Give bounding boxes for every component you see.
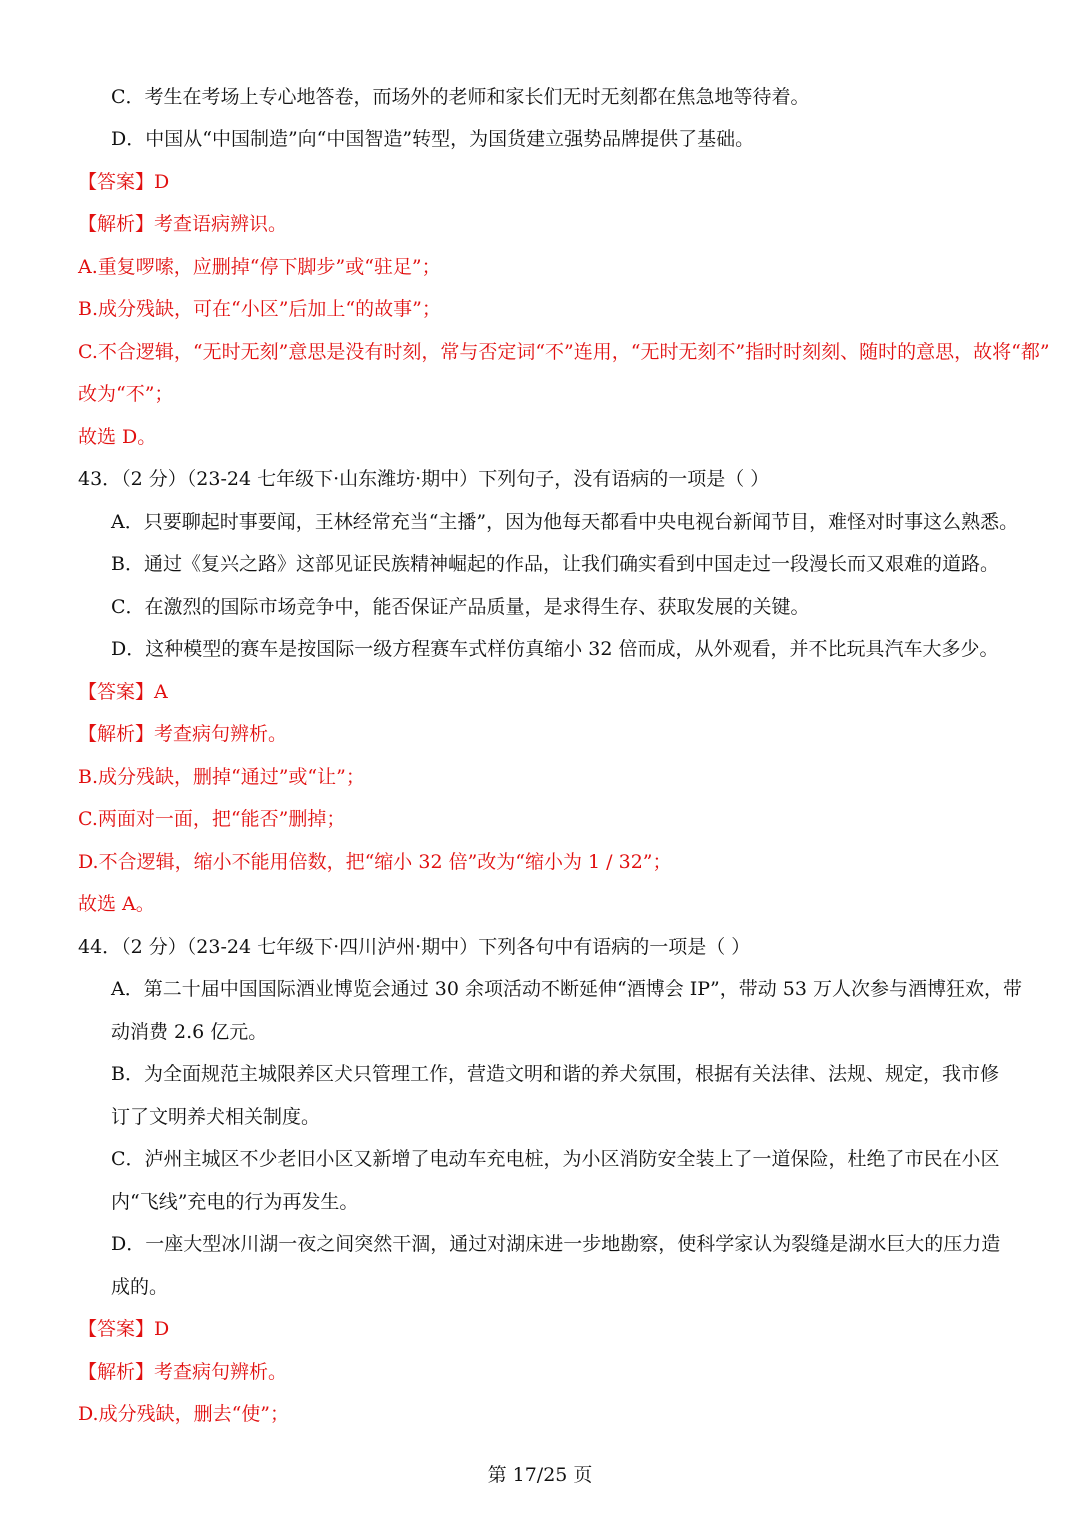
prev-analysis: 【解析】考查语病辨识。 <box>78 213 288 235</box>
q44-option-a-line1: A．第二十届中国国际酒业博览会通过 30 余项活动不断延伸“酒博会 IP”，带动 53 万人次参与酒博狂欢，带 <box>111 978 1022 1000</box>
q43-option-c: C．在激烈的国际市场竞争中，能否保证产品质量，是求得生存、获取发展的关键。 <box>111 596 810 618</box>
q43-option-b: B．通过《复兴之路》这部见证民族精神崛起的作品，让我们确实看到中国走过一段漫长而又艰难的道路。 <box>111 553 999 575</box>
q44-analysis-d: D.成分残缺，删去“使”； <box>78 1403 290 1425</box>
q44-option-b-line1: B．为全面规范主城限养区犬只管理工作，营造文明和谐的养犬氛围，根据有关法律、法规、规定，我市修 <box>111 1063 999 1085</box>
q44-option-d-line2: 成的。 <box>111 1276 169 1298</box>
q44-option-c-line1: C．泸州主城区不少老旧小区又新增了电动车充电桩，为小区消防安全装上了一道保险，杜绝了市民在小区 <box>111 1148 1000 1170</box>
prev-analysis-c-line1: C.不合逻辑，“无时无刻”意思是没有时刻，常与否定词“不”连用，“无时无刻不”指时时刻刻、随时的意思，故将“都” <box>78 341 1050 363</box>
q43-answer: 【答案】A <box>78 681 168 703</box>
q43-analysis-d: D.不合逻辑，缩小不能用倍数，把“缩小 32 倍”改为“缩小为 1 / 32”； <box>78 851 672 873</box>
prev-choose: 故选 D。 <box>78 426 157 448</box>
prev-analysis-c-line2: 改为“不”； <box>78 383 174 405</box>
prev-option-c: C．考生在考场上专心地答卷，而场外的老师和家长们无时无刻都在焦急地等待着。 <box>111 86 810 108</box>
q44-option-b-line2: 订了文明养犬相关制度。 <box>111 1106 321 1128</box>
prev-analysis-b: B.成分残缺，可在“小区”后加上“的故事”； <box>78 298 441 320</box>
q43-analysis: 【解析】考查病句辨析。 <box>78 723 288 745</box>
q44-option-c-line2: 内“飞线”充电的行为再发生。 <box>111 1191 359 1213</box>
q44-analysis: 【解析】考查病句辨析。 <box>78 1361 288 1383</box>
q44-stem: 44．（2 分）（23-24 七年级下·四川泸州·期中）下列各句中有语病的一项是（ ） <box>78 936 751 958</box>
q43-stem: 43．（2 分）（23-24 七年级下·山东潍坊·期中）下列句子，没有语病的一项是（ ） <box>78 468 770 490</box>
q43-choose: 故选 A。 <box>78 893 155 915</box>
q43-option-a: A．只要聊起时事要闻，王林经常充当“主播”，因为他每天都看中央电视台新闻节目，难怪对时事这么熟悉。 <box>111 511 1019 533</box>
prev-answer: 【答案】D <box>78 171 170 193</box>
prev-analysis-a: A.重复啰嗦，应删掉“停下脚步”或“驻足”； <box>78 256 441 278</box>
q44-answer: 【答案】D <box>78 1318 170 1340</box>
q44-option-d-line1: D．一座大型冰川湖一夜之间突然干涸，通过对湖床进一步地勘察，使科学家认为裂缝是湖水巨大的压力造 <box>111 1233 1001 1255</box>
prev-option-d: D．中国从“中国制造”向“中国智造”转型，为国货建立强势品牌提供了基础。 <box>111 128 755 150</box>
q44-option-a-line2: 动消费 2.6 亿元。 <box>111 1021 268 1043</box>
q43-analysis-c: C.两面对一面，把“能否”删掉； <box>78 808 346 830</box>
q43-option-d: D．这种模型的赛车是按国际一级方程赛车式样仿真缩小 32 倍而成，从外观看，并不比玩具汽车大多少。 <box>111 638 999 660</box>
q43-analysis-b: B.成分残缺，删掉“通过”或“让”； <box>78 766 365 788</box>
page-number: 第 17/25 页 <box>487 1464 593 1486</box>
